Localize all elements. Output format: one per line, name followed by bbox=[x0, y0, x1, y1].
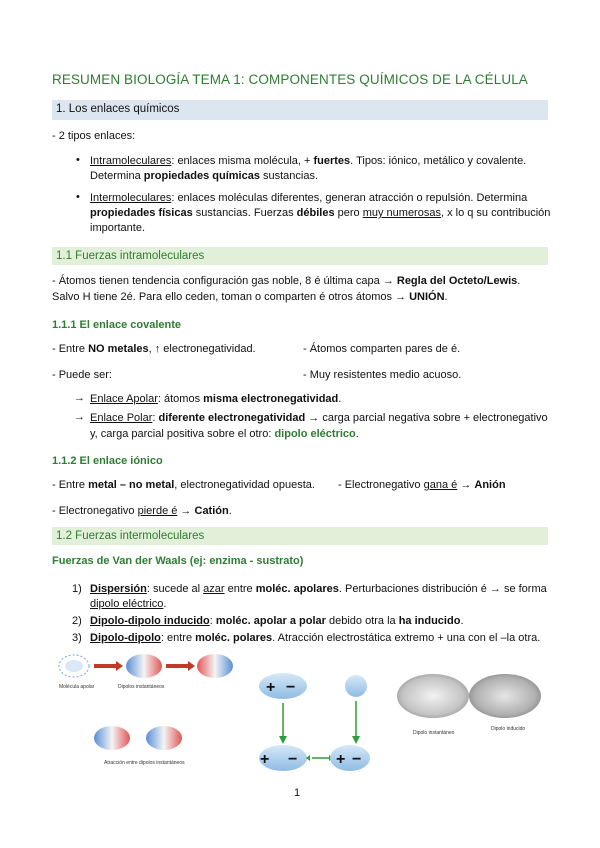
minus-sign: − bbox=[352, 751, 362, 768]
dipole-molecule bbox=[197, 654, 233, 678]
minus-sign: − bbox=[286, 679, 296, 696]
instant-dipole-sphere bbox=[397, 674, 469, 718]
section-heading: 1.1 Fuerzas intramoleculares bbox=[56, 250, 205, 262]
arrow-head-icon bbox=[279, 736, 287, 744]
dispersion-item: Dispersión: sucede al azar entre moléc. apolares. Perturbaciones distribución é → se forma bbox=[90, 583, 547, 595]
document-title: RESUMEN BIOLOGÍA TEMA 1: COMPONENTES QUÍMICOS DE LA CÉLULA bbox=[52, 72, 528, 87]
bullet-intramoleculares: Intramoleculares: enlaces misma molécula, + fuertes. Tipos: iónico, metálico y covalente. bbox=[90, 155, 527, 167]
induced-dipole-sphere bbox=[469, 674, 541, 718]
page-number: 1 bbox=[294, 787, 301, 799]
list-number: 3) bbox=[72, 632, 82, 644]
induced-dipole-figure bbox=[395, 672, 550, 757]
dispersion-figure bbox=[52, 652, 237, 772]
fig-label: Dipolo inducido bbox=[491, 726, 526, 732]
bullet-intermoleculares: Intermoleculares: enlaces moléculas diferentes, generan atracción o repulsión. Determina bbox=[90, 192, 528, 204]
fig-label: Dipolos instantáneos bbox=[118, 684, 165, 690]
arrow-head-icon bbox=[352, 736, 360, 744]
dipole-molecule bbox=[146, 726, 182, 750]
subsection-heading: 1.1.1 El enlace covalente bbox=[52, 319, 182, 331]
ionic-line1: - Entre metal – no metal, electronegatividad opuesta. bbox=[52, 479, 315, 491]
section-heading: 1. Los enlaces químicos bbox=[56, 103, 180, 115]
dipolo-dipolo-item: Dipolo-dipolo: entre moléc. polares. Atracción electrostática extremo + una con el –la otra. bbox=[90, 632, 541, 644]
intro-text: - 2 tipos enlaces: bbox=[52, 130, 136, 142]
arrow-head-icon bbox=[188, 661, 195, 671]
induction-diagram bbox=[250, 670, 375, 780]
covalent-line1: - Entre NO metales, ↑ electronegatividad. bbox=[52, 343, 256, 355]
bullet-intramoleculares-line2: Determina propiedades químicas sustancias. bbox=[90, 170, 319, 182]
van-der-waals-heading: Fuerzas de Van der Waals (ej: enzima - sustrato) bbox=[52, 555, 304, 567]
arrow-bullet-icon: → bbox=[74, 411, 85, 423]
arrow-head-icon bbox=[116, 661, 123, 671]
fig-label: Atracción entre dipolos instantáneos bbox=[104, 760, 185, 766]
bullet-icon: • bbox=[76, 154, 80, 166]
octet-line2: Salvo H tiene 2é. Para ello ceden, toman o comparten é otros átomos → UNIÓN. bbox=[52, 291, 448, 303]
bullet-icon: • bbox=[76, 191, 80, 203]
arrow-bullet-icon: → bbox=[74, 392, 85, 404]
plus-sign: + bbox=[260, 751, 270, 768]
fig-label: Molécula apolar bbox=[59, 684, 95, 690]
plus-sign: + bbox=[336, 751, 346, 768]
dispersion-item-line2: dipolo eléctrico. bbox=[90, 598, 167, 610]
section-heading-bar bbox=[52, 247, 548, 265]
section-heading-bar bbox=[52, 100, 548, 120]
enlace-polar-line2: y, carga parcial positiva sobre el otro: dipolo eléctrico. bbox=[90, 428, 359, 440]
ionic-line2: - Electronegativo pierde é → Catión. bbox=[52, 505, 232, 517]
dipole-molecule bbox=[126, 654, 162, 678]
bullet-intermoleculares-line2: propiedades físicas sustancias. Fuerzas débiles pero muy numerosas, x lo q su contribución bbox=[90, 207, 551, 219]
list-number: 2) bbox=[72, 615, 82, 627]
plus-sign: + bbox=[266, 679, 276, 696]
dipole-molecule bbox=[94, 726, 130, 750]
apolar-molecule bbox=[345, 675, 367, 697]
apolar-core bbox=[65, 660, 83, 672]
enlace-apolar: Enlace Apolar: átomos misma electronegatividad. bbox=[90, 393, 342, 405]
minus-sign: − bbox=[288, 751, 298, 768]
fig-label: Dipolo instantáneo bbox=[413, 730, 455, 736]
octet-line1: - Átomos tienen tendencia configuración gas noble, 8 é última capa → Regla del Octeto/Lewis. bbox=[52, 275, 521, 287]
subsection-heading: 1.1.2 El enlace iónico bbox=[52, 455, 163, 467]
bullet-intermoleculares-line3: importante. bbox=[90, 222, 146, 234]
dipolo-inducido-item: Dipolo-dipolo inducido: moléc. apolar a polar debido otra la ha inducido. bbox=[90, 615, 464, 627]
covalent-line2-right: - Muy resistentes medio acuoso. bbox=[303, 369, 462, 381]
enlace-polar: Enlace Polar: diferente electronegatividad → carga parcial negativa sobre + electronegativo bbox=[90, 412, 548, 424]
list-number: 1) bbox=[72, 583, 82, 595]
covalent-line2: - Puede ser: bbox=[52, 369, 112, 381]
covalent-line1-right: - Átomos comparten pares de é. bbox=[303, 343, 461, 355]
section-heading: 1.2 Fuerzas intermoleculares bbox=[56, 530, 205, 542]
section-heading-bar bbox=[52, 527, 548, 545]
ionic-line1-right: - Electronegativo gana é → Anión bbox=[338, 479, 506, 491]
